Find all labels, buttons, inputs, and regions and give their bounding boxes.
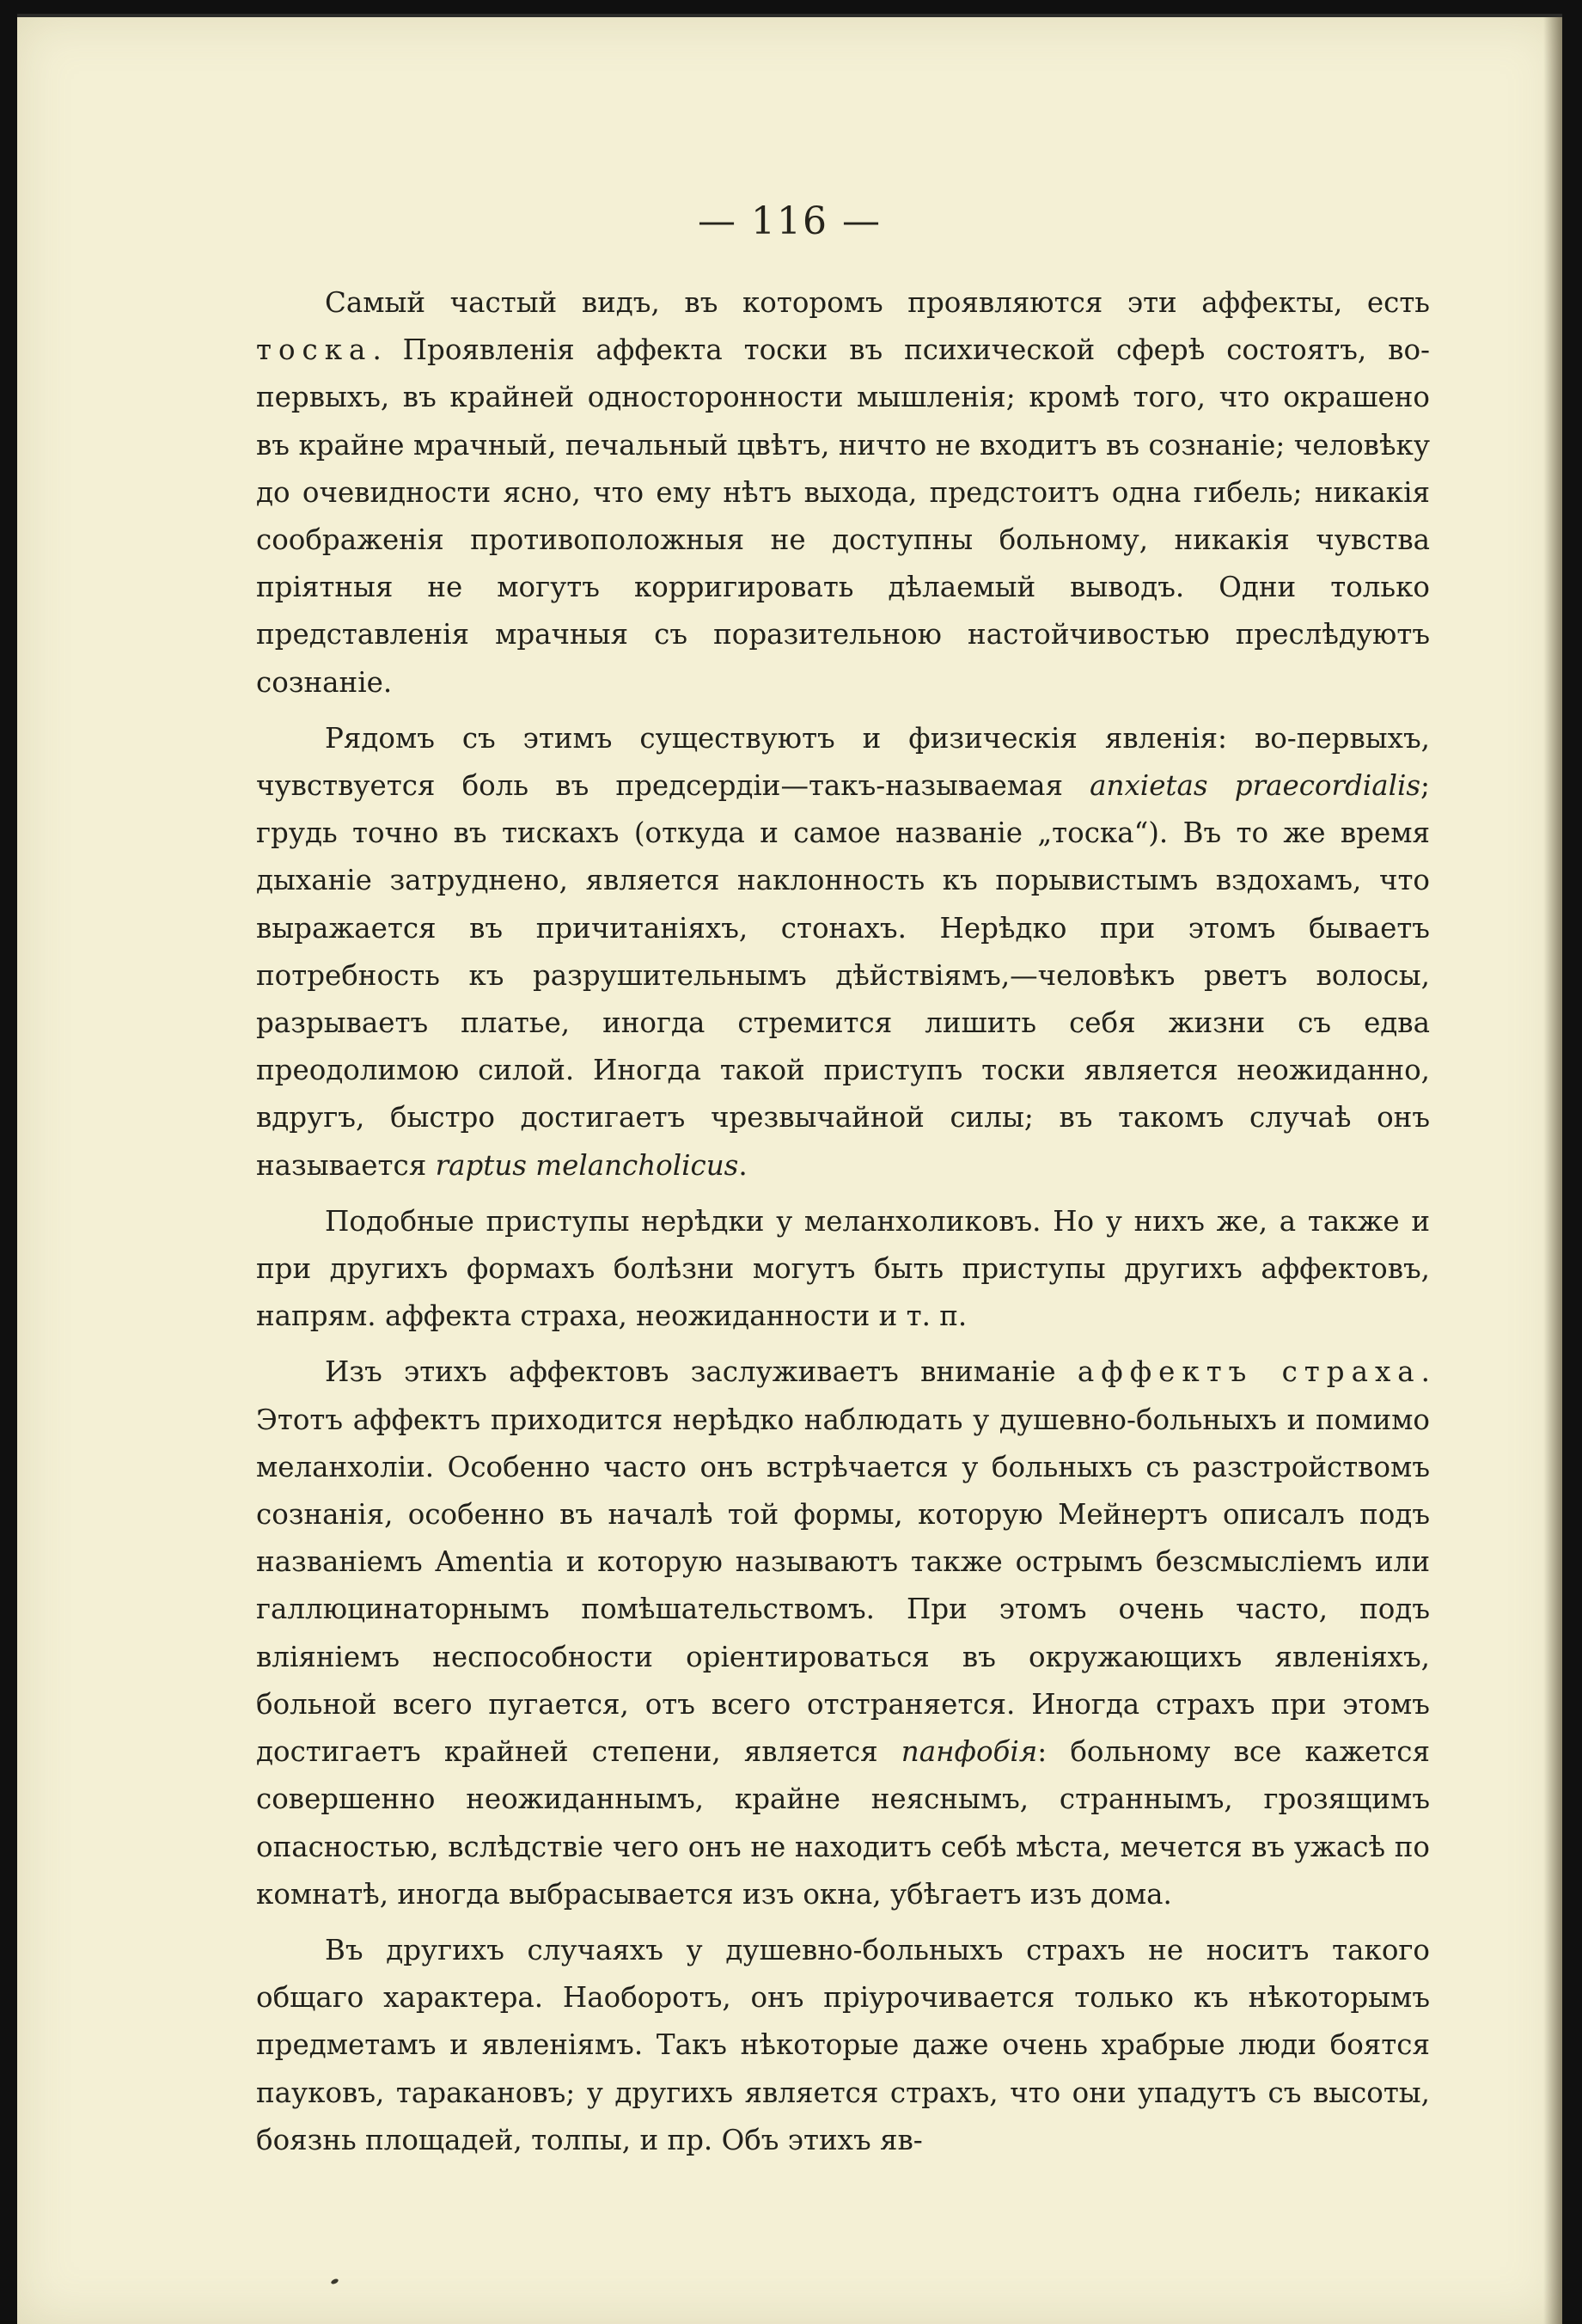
paragraph-3 xyxy=(256,1198,1430,1341)
ink-speck xyxy=(330,2278,339,2284)
page-number: — 116 — xyxy=(698,199,882,243)
text-run: . xyxy=(738,1148,748,1182)
page-edge-shadow xyxy=(1543,17,1562,2324)
text-run: Изъ этихъ аффектовъ заслуживаетъ вниманіе xyxy=(325,1355,1078,1389)
body-text xyxy=(256,279,1430,2173)
text-run: : больному все кажется совершенно неожиданнымъ, крайне неяснымъ, страннымъ, грозящимъ опасностью, вслѣдствіе чего онъ не находитъ себѣ мѣста, мечется въ ужасѣ по комнатѣ, иногда выбрасывается изъ окна, убѣгаетъ изъ дома. xyxy=(256,1735,1430,1911)
text-run: Самый частый видъ, въ которомъ проявляются эти аффекты, есть xyxy=(325,286,1430,319)
text-run: . Проявленія аффекта тоски въ психической сферѣ состоятъ, во-первыхъ, въ крайней односторонности мышленія; кромѣ того, что окрашено въ крайне мрачный, печальный цвѣтъ, ничто не входитъ въ сознаніе; человѣку до очевидности ясно, что ему нѣтъ выхода, предстоитъ одна гибель; никакія соображенія противоположныя не доступны больному, никакія чувства пріятныя не могутъ корригировать дѣлаемый выводъ. Одни только представленія мрачныя съ поразительною настойчивостью преслѣдуютъ сознаніе. xyxy=(256,333,1430,699)
book-page xyxy=(17,14,1562,2324)
latin-term: anxietas praecordialis xyxy=(1090,769,1421,803)
spaced-term: тоска xyxy=(256,333,373,367)
paragraph-5 xyxy=(256,1927,1430,2164)
latin-term: raptus melancholicus xyxy=(435,1148,739,1182)
text-run: Въ другихъ случаяхъ у душевно-больныхъ страхъ не носитъ такого общаго характера. Наоборотъ, онъ пріурочивается только къ нѣкоторымъ предметамъ и явленіямъ. Такъ нѣкоторые даже очень храбрые люди боятся пауковъ, таракановъ; у другихъ является страхъ, что они упадутъ съ высоты, боязнь площадей, толпы, и пр. Объ этихъ яв- xyxy=(256,1933,1430,2156)
text-run: . Этотъ аффектъ приходится нерѣдко наблюдать у душевно-больныхъ и помимо меланхоліи. Особенно часто онъ встрѣчается у больныхъ съ разстройствомъ сознанія, особенно въ началѣ той формы, которую Мейнертъ описалъ подъ названіемъ Amentia и которую называютъ также острымъ безсмысліемъ или галлюцинаторнымъ помѣшательствомъ. При этомъ очень часто, подъ вліяніемъ неспособности оріентироваться въ окружающихъ явленіяхъ, больной всего пугается, отъ всего отстраняется. Иногда страхъ при этомъ достигаетъ крайней степени, является xyxy=(256,1355,1430,1769)
paragraph-1 xyxy=(256,279,1430,706)
text-run: Подобные приступы нерѣдки у меланхоликовъ. Но у нихъ же, а также и при другихъ формахъ болѣзни могутъ быть приступы другихъ аффектовъ, напрям. аффекта страха, неожиданности и т. п. xyxy=(256,1204,1430,1333)
spaced-term: аффектъ страха xyxy=(1077,1355,1421,1389)
paragraph-4 xyxy=(256,1349,1430,1917)
paragraph-2 xyxy=(256,715,1430,1190)
text-run: Рядомъ съ этимъ существуютъ и физическія явленія: во-первыхъ, чувствуется боль въ предсердіи—такъ-называемая xyxy=(256,721,1430,803)
text-run: ; грудь точно въ тискахъ (откуда и самое названіе „тоска“). Въ то же время дыханіе затруднено, является наклонность къ порывистымъ вздохамъ, что выражается въ причитаніяхъ, стонахъ. Нерѣдко при этомъ бываетъ потребность къ разрушительнымъ дѣйствіямъ,—человѣкъ рветъ волосы, разрываетъ платье, иногда стремится лишить себя жизни съ едва преодолимою силой. Иногда такой приступъ тоски является неожиданно, вдругъ, быстро достигаетъ чрезвычайной силы; въ такомъ случаѣ онъ называется xyxy=(256,769,1430,1182)
italic-term: панфобія xyxy=(901,1735,1038,1769)
